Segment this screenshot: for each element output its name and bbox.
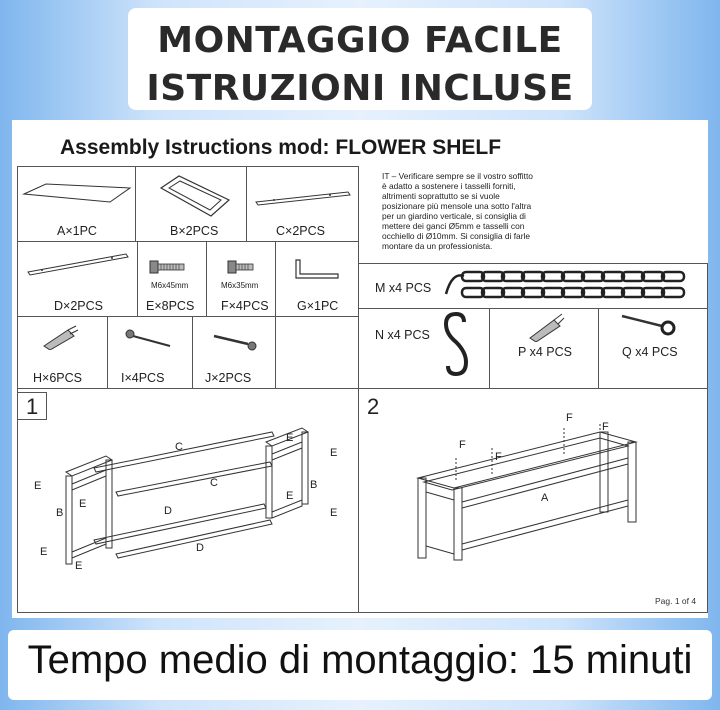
- part-m-label: M x4 PCS: [375, 281, 432, 295]
- note-line: per un giardino verticale, si consiglia di: [382, 211, 526, 221]
- step-2-assembly-diagram: [410, 420, 650, 570]
- step-1-label-e: E: [286, 490, 294, 502]
- step-2-label-a: A: [541, 492, 549, 504]
- banner-line-2: ISTRUZIONI INCLUSE: [146, 68, 574, 109]
- document-title: Assembly Istructions mod: FLOWER SHELF: [60, 136, 502, 159]
- step-1-label-d-bottom: D: [196, 542, 204, 554]
- part-a-label: A×1PC: [57, 224, 97, 238]
- s-hook-icon: [440, 312, 474, 378]
- step-1-number: 1: [26, 394, 39, 419]
- screw-f-size: M6x35mm: [221, 281, 259, 290]
- part-q-label: Q x4 PCS: [622, 345, 678, 359]
- banner-line-1: MONTAGGIO FACILE: [157, 20, 563, 61]
- step-2-label-f: F: [602, 421, 609, 433]
- italian-note: [382, 171, 562, 251]
- note-line: posizionare più mensole una sotto l'altra: [382, 201, 532, 211]
- anchor-h-icon: [40, 324, 80, 350]
- note-line: occhiello di Ø10mm. Si consiglia di farle: [382, 231, 531, 241]
- assembly-time-banner: [8, 630, 712, 700]
- step-1-label-e: E: [330, 447, 338, 459]
- anchor-p-icon: [526, 312, 566, 342]
- step-1-label-c-mid: C: [210, 477, 218, 489]
- step-1-label-e: E: [330, 507, 338, 519]
- part-j-label: J×2PCS: [205, 371, 252, 385]
- screw-j-icon: [210, 330, 260, 352]
- step-1-label-b-right: B: [310, 479, 318, 491]
- part-p-label: P x4 PCS: [518, 345, 572, 359]
- part-h-label: H×6PCS: [33, 371, 82, 385]
- step-2-label-f: F: [566, 412, 573, 424]
- step-1-label-e: E: [286, 432, 294, 444]
- step-1-label-e: E: [79, 498, 87, 510]
- screw-e-icon: [148, 258, 188, 276]
- assembly-time-text: Tempo medio di montaggio: 15 minuti: [27, 638, 693, 682]
- note-line: mettere dei ganci Ø5mm e tasselli con: [382, 221, 525, 231]
- part-c-bar-icon: [250, 188, 354, 210]
- part-e-label: E×8PCS: [146, 299, 195, 313]
- part-n-label: N x4 PCS: [375, 328, 430, 342]
- part-i-label: I×4PCS: [121, 371, 165, 385]
- chain-m-icon: [442, 268, 692, 302]
- step-1-label-e: E: [75, 560, 83, 572]
- page-number: Pag. 1 of 4: [655, 596, 697, 606]
- allen-key-icon: [292, 256, 342, 284]
- part-a-board-icon: [22, 180, 132, 210]
- note-line: è adatto a sostenere i tasselli forniti,: [382, 181, 516, 191]
- part-f-label: F×4PCS: [221, 299, 269, 313]
- screw-f-icon: [226, 258, 256, 276]
- step-1-label-e: E: [34, 480, 42, 492]
- step-1-label-d-mid: D: [164, 505, 172, 517]
- note-line: altrimenti soprattutto se si vuole: [382, 191, 500, 201]
- screw-e-size: M6x45mm: [151, 281, 189, 290]
- title-banner: [128, 8, 592, 110]
- part-b-frame-icon: [155, 170, 235, 222]
- note-line: IT – Verificare sempre se il vostro soffitto: [382, 171, 533, 181]
- part-g-label: G×1PC: [297, 299, 339, 313]
- part-b-label: B×2PCS: [170, 224, 219, 238]
- step-1-label-c-top: C: [175, 441, 183, 453]
- part-d-bar-icon: [22, 250, 132, 278]
- part-d-label: D×2PCS: [54, 299, 103, 313]
- part-c-label: C×2PCS: [276, 224, 325, 238]
- step-2-number: 2: [367, 394, 380, 419]
- eye-hook-q-icon: [618, 310, 680, 340]
- screw-i-icon: [124, 328, 174, 350]
- step-2-label-f: F: [495, 451, 502, 463]
- note-line: montare da un professionista.: [382, 241, 493, 251]
- step-2-label-f: F: [459, 439, 466, 451]
- step-1-label-e: E: [40, 546, 48, 558]
- step-1-label-b-left: B: [56, 507, 64, 519]
